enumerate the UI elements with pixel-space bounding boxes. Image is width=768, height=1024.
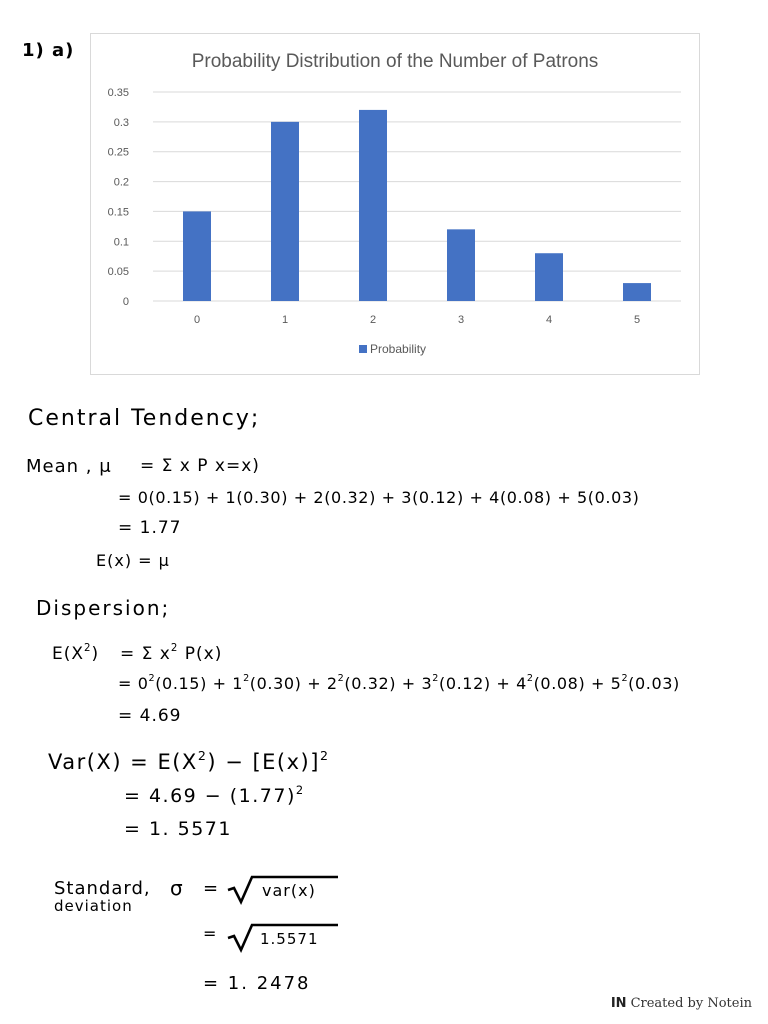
bar-chart bbox=[90, 33, 700, 375]
sd-line-3: = 1. 2478 bbox=[203, 973, 311, 994]
sd-line-1-radicand: var(x) bbox=[262, 881, 316, 900]
var-line-3: = 1. 5571 bbox=[124, 818, 232, 840]
sd-sigma: σ bbox=[170, 876, 184, 900]
y-tick-label: 0.05 bbox=[107, 266, 129, 279]
ex2-line-3: = 4.69 bbox=[118, 706, 182, 726]
chart-svg bbox=[91, 34, 699, 374]
sd-line-2-radicand: 1.5571 bbox=[260, 930, 319, 948]
bar-3 bbox=[447, 229, 475, 301]
y-tick-label: 0.1 bbox=[113, 236, 129, 249]
y-tick-label: 0.35 bbox=[107, 87, 129, 99]
ex2-label: $E(X^2)$ bbox=[52, 643, 100, 664]
x-tick-label: 2 bbox=[369, 314, 377, 326]
x-tick-label: 5 bbox=[633, 314, 641, 326]
legend-swatch bbox=[359, 345, 367, 353]
var-line-2: = $4.69 - (1.77)^2$ bbox=[124, 783, 305, 807]
y-tick-label: 0 bbox=[122, 296, 129, 308]
ex2-line-1: = Σ $x^2$ P(x) bbox=[120, 643, 223, 664]
x-tick-label: 0 bbox=[193, 314, 201, 326]
notein-logo-icon: IN bbox=[610, 996, 627, 1011]
mean-line-1: = Σ x P x=x) bbox=[140, 456, 260, 476]
sd-line-2-eq: = bbox=[203, 924, 218, 943]
y-tick-label: 0.25 bbox=[107, 146, 129, 159]
mean-label: Mean , μ bbox=[26, 456, 112, 477]
sd-line-1-eq: = bbox=[203, 878, 220, 899]
sd-label-2: deviation bbox=[54, 897, 133, 915]
legend-label: Probability bbox=[370, 342, 427, 356]
bar-1 bbox=[271, 122, 299, 301]
chart-title: Probability Distribution of the Number of Patrons bbox=[191, 51, 599, 72]
bar-5 bbox=[623, 283, 651, 301]
dispersion-heading: Dispersion; bbox=[36, 596, 171, 620]
footer-branding bbox=[611, 996, 752, 1011]
x-tick-label: 1 bbox=[281, 314, 289, 326]
var-line-1: $Var(X) = E(X^2) - [E(x)]^2$ bbox=[48, 748, 330, 774]
x-tick-label: 3 bbox=[457, 314, 465, 326]
ex2-line-2: = $0^2(0.15) + 1^2(0.30) + 2^2(0.32) + 3^2(0.12) + 4^2(0.08) + 5^2(0.03)$ bbox=[118, 673, 680, 693]
footer-text: Created by Notein bbox=[630, 996, 752, 1011]
bar-0 bbox=[183, 211, 211, 301]
mean-line-4: E(x) = μ bbox=[96, 551, 170, 570]
mean-line-2: = 0(0.15) + 1(0.30) + 2(0.32) + 3(0.12) + 4(0.08) + 5(0.03) bbox=[118, 488, 640, 507]
y-tick-label: 0.15 bbox=[107, 206, 129, 219]
x-tick-label: 4 bbox=[545, 314, 553, 326]
question-label: 1) a) bbox=[22, 40, 75, 61]
y-tick-label: 0.2 bbox=[113, 176, 129, 189]
mean-line-3: = 1.77 bbox=[118, 518, 182, 538]
bar-4 bbox=[535, 253, 563, 301]
y-tick-label: 0.3 bbox=[113, 116, 129, 129]
central-tendency-heading: Central Tendency; bbox=[28, 406, 261, 431]
bar-2 bbox=[359, 110, 387, 301]
sd-label-1: Standard, bbox=[54, 878, 151, 899]
